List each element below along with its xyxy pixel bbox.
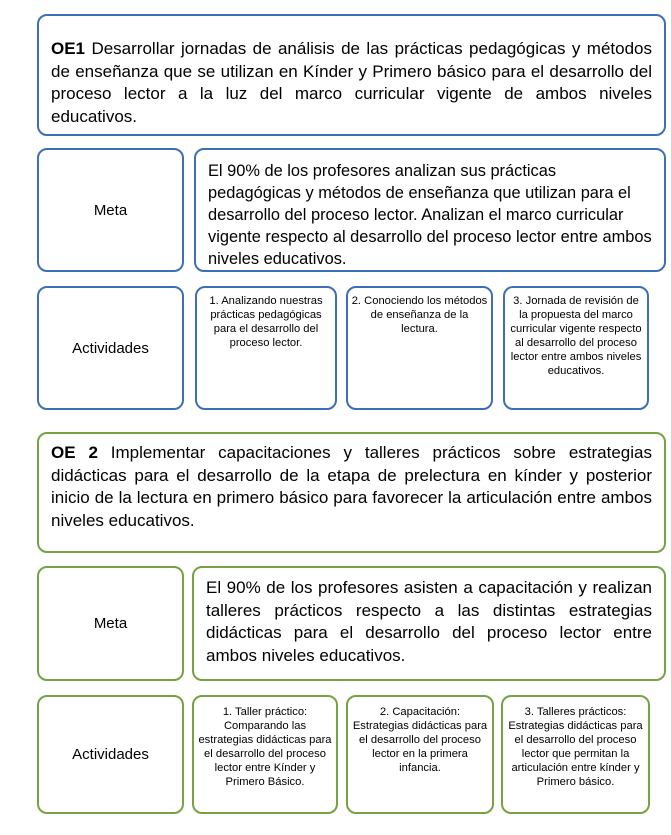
oe2-meta-text-box [192, 566, 666, 681]
oe2-code: OE 2 [51, 443, 98, 462]
oe1-objective-box [37, 14, 666, 136]
oe2-activities-label: Actividades [72, 746, 149, 763]
oe2-activities-label-box [37, 695, 184, 814]
oe2-meta-text: El 90% de los profesores asisten a capacitación y realizan talleres prácticos respecto a las distintas estrategias didácticas para el desarrollo del proceso lector entre ambos niveles educativos. [206, 578, 652, 665]
oe1-meta-label: Meta [93, 201, 128, 219]
oe2-activity-1-text: 1. Taller práctico: Comparando las estrategias didácticas para el desarrollo del proceso lector entre Kínder y Primero Básico. [198, 706, 332, 788]
oe1-activities-label: Actividades [72, 339, 149, 357]
oe1-meta-text-box [194, 148, 666, 272]
oe2-activity-2 [346, 695, 494, 814]
oe1-code: OE1 [51, 39, 86, 58]
oe2-activity-3 [501, 695, 650, 814]
oe1-activity-1 [195, 286, 337, 410]
oe2-meta-label: Meta [93, 615, 128, 632]
oe1-activities-label-box [37, 286, 184, 410]
oe1-activity-2 [346, 286, 493, 410]
oe1-meta-label-box [37, 148, 184, 272]
oe2-objective-box [37, 432, 666, 553]
oe1-activity-2-text: 2. Conociendo los métodos de enseñanza de la lectura. [351, 295, 488, 335]
oe2-objective-text: Implementar capacitaciones y talleres prácticos sobre estrategias didácticas para el desarrollo de la etapa de prelectura en kínder y posterior inicio de la lectura en primero básico para favorecer la articulación entre ambos niveles educativos. [51, 443, 652, 530]
oe2-activity-1 [192, 695, 338, 814]
oe1-activity-3-text: 3. Jornada de revisión de la propuesta del marco curricular vigente respecto al desarrollo del proceso lector entre ambos niveles educativos. [510, 295, 642, 377]
oe1-objective-text: Desarrollar jornadas de análisis de las prácticas pedagógicas y métodos de enseñanza que se utilizan en Kínder y Primero básico para el desarrollo del proceso lector a la luz del marco curricular vigente de ambos niveles educativos. [51, 39, 652, 126]
oe1-meta-text: El 90% de los profesores analizan sus prácticas pedagógicas y métodos de enseñanza que utilizan para el desarrollo del proceso lector. Analizan el marco curricular vigente respecto al desarrollo del proceso lector entre ambos niveles educativos. [208, 162, 652, 268]
oe1-activity-1-text: 1. Analizando nuestras prácticas pedagógicas para el desarrollo del proceso lector. [209, 295, 323, 349]
oe1-activity-3 [503, 286, 649, 410]
oe2-activity-2-text: 2. Capacitación: Estrategias didácticas para el desarrollo del proceso lector en la primera infancia. [352, 706, 488, 774]
oe2-activity-3-text: 3. Talleres prácticos: Estrategias didácticas para el desarrollo del proceso lector que permitan la articulación entre kínder y Primero básico. [508, 706, 643, 788]
oe2-meta-label-box [37, 566, 184, 681]
